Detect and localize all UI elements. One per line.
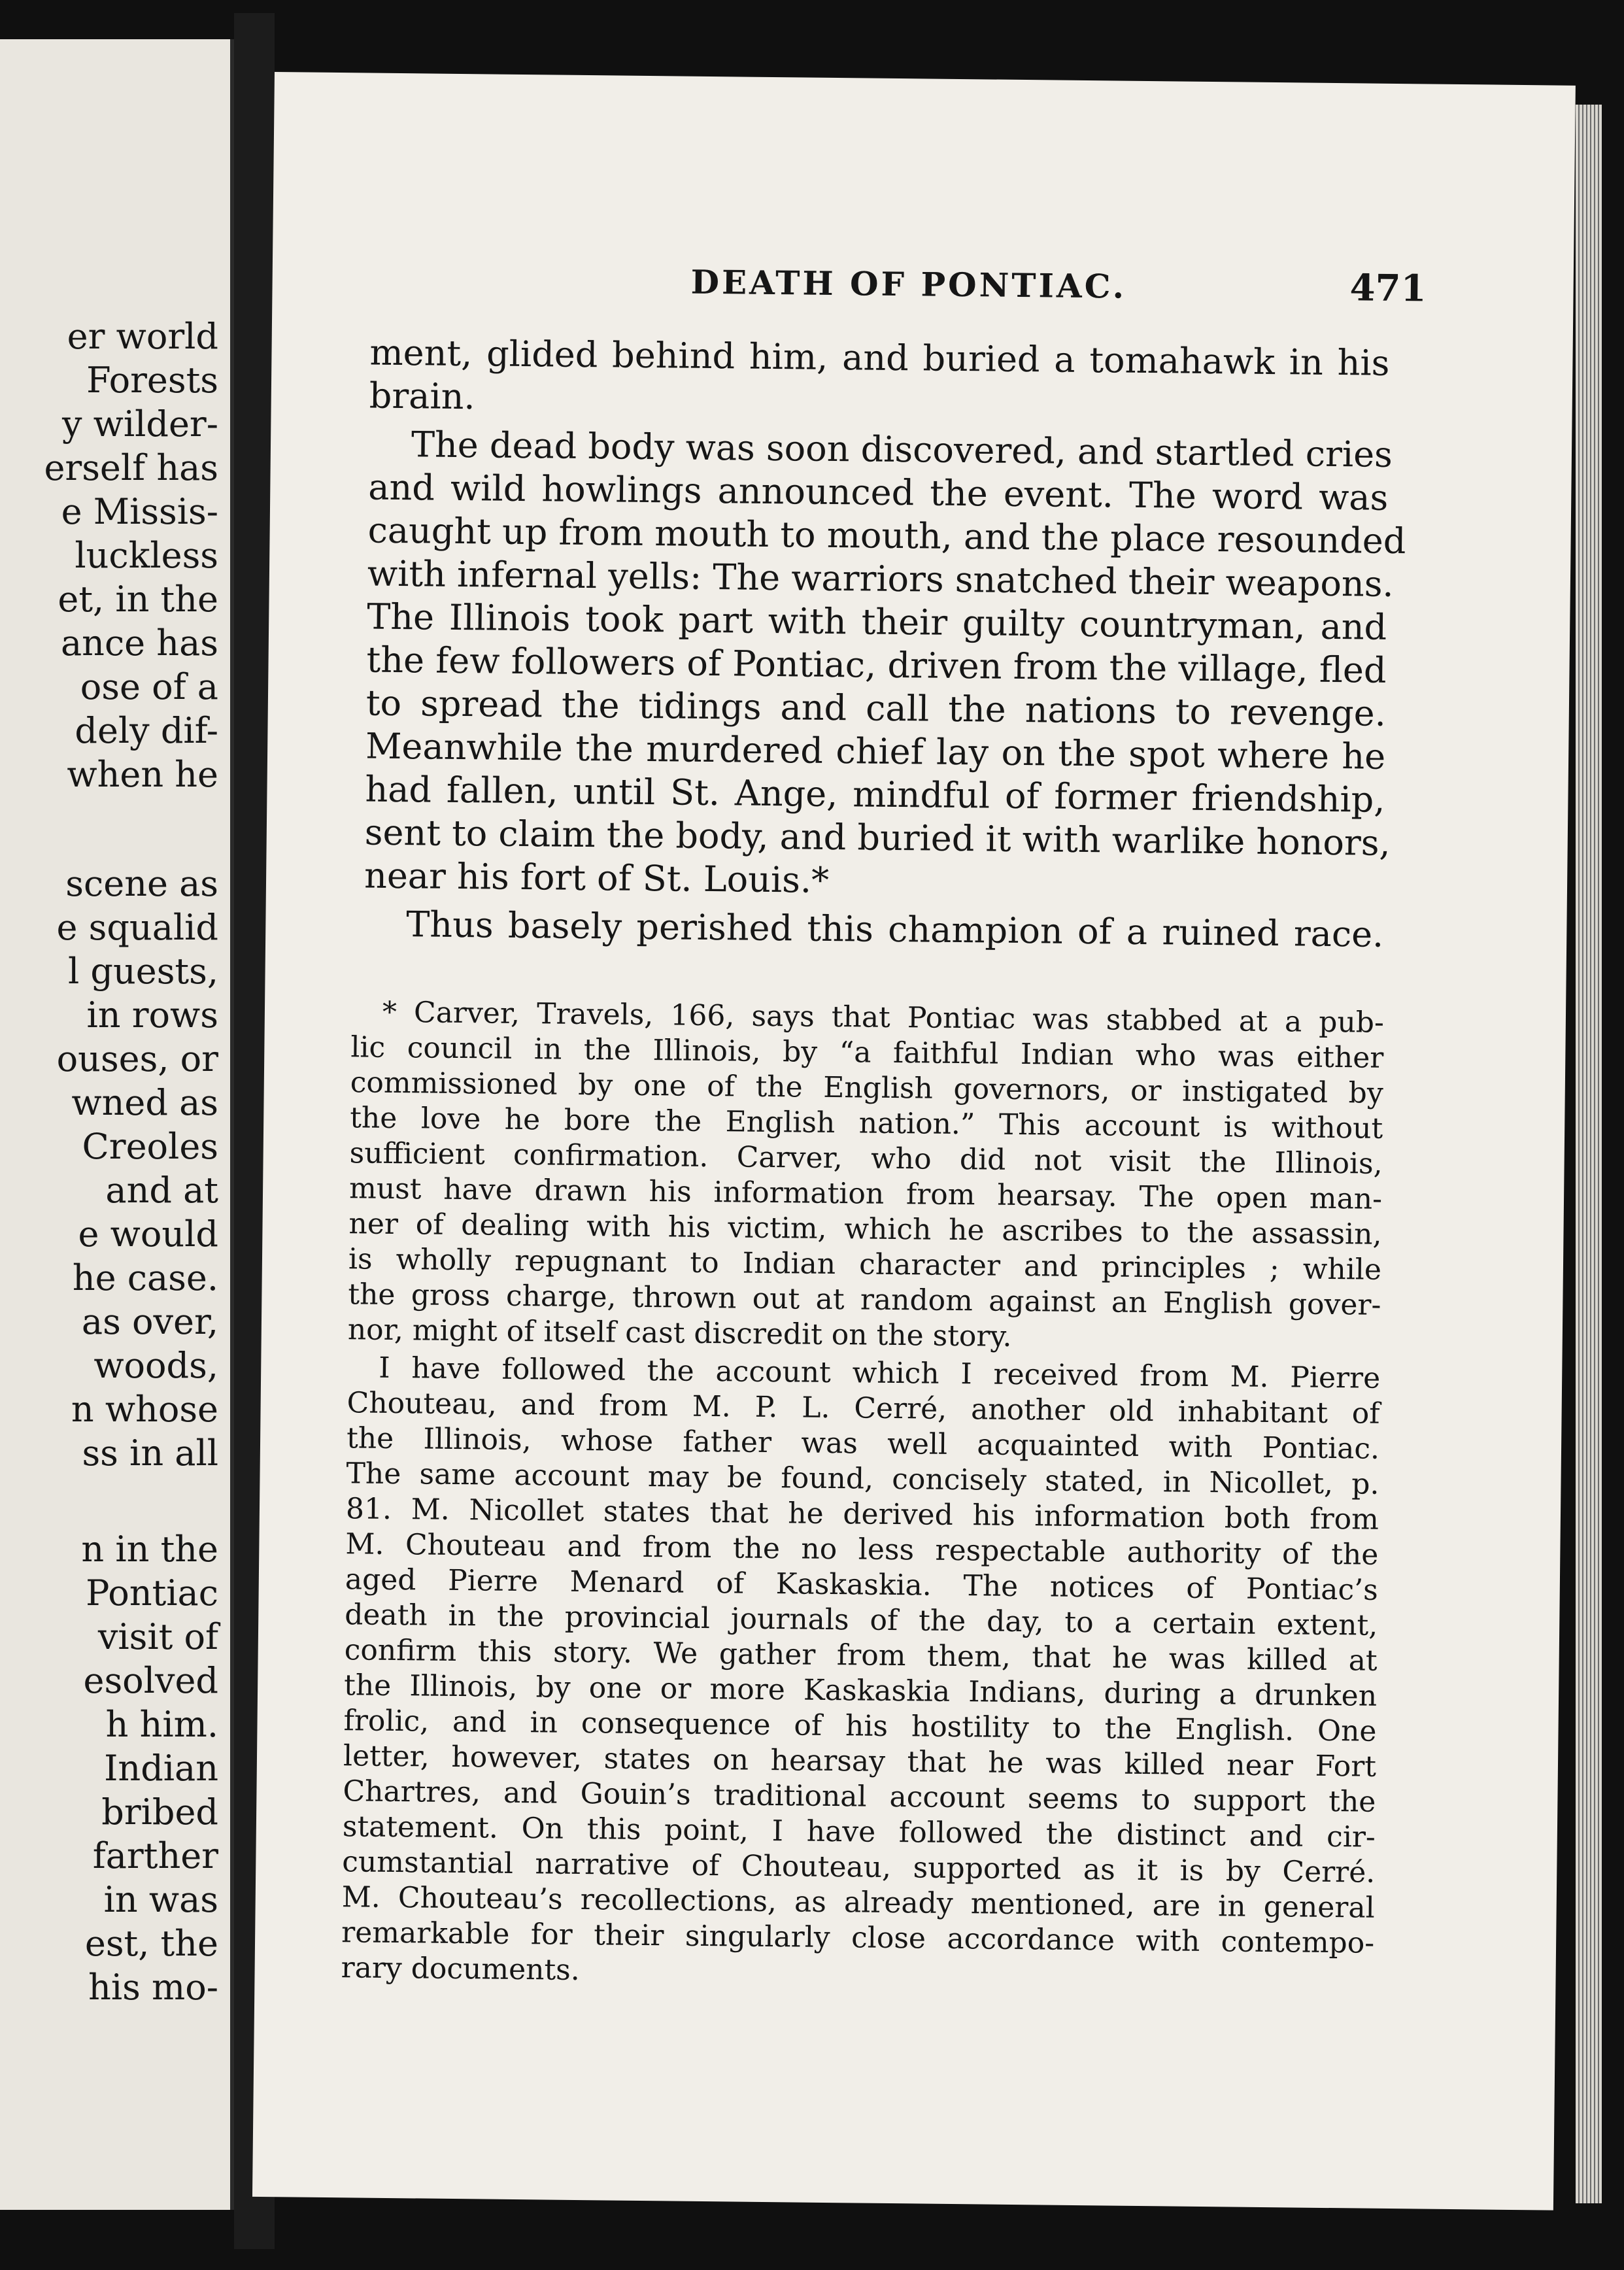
left-page-line: in rows bbox=[86, 994, 218, 1036]
left-page-line: Forests bbox=[86, 360, 218, 401]
body-line: brain. bbox=[369, 375, 475, 418]
body-line: and wild howlings announced the event. The word was bbox=[368, 466, 1389, 518]
left-page-line: woods, bbox=[93, 1345, 218, 1386]
left-page-line: est, the bbox=[84, 1923, 218, 1964]
footnote-line: The same account may be found, concisely stated, in Nicollet, p. bbox=[346, 1457, 1379, 1501]
left-page-line: e Missis- bbox=[61, 491, 218, 532]
left-page-line: esolved bbox=[83, 1660, 218, 1701]
footnote-line: the gross charge, thrown out at random against an English gover- bbox=[348, 1278, 1381, 1322]
footnote-line: remarkable for their singularly close accordance with contempo- bbox=[341, 1916, 1375, 1960]
left-page-line: and at bbox=[105, 1170, 218, 1211]
page-number: 471 bbox=[1349, 266, 1427, 311]
left-page-line: in was bbox=[103, 1879, 218, 1920]
left-page-line: n whose bbox=[71, 1389, 218, 1430]
left-page-line: his mo- bbox=[88, 1967, 218, 2008]
body-line: with infernal yells: The warriors snatched their weapons. bbox=[367, 552, 1394, 605]
left-page-line: dely dif- bbox=[75, 710, 218, 751]
left-page-line: Indian bbox=[104, 1748, 218, 1789]
body-line: caught up from mouth to mouth, and the place resounded bbox=[367, 509, 1406, 562]
left-page-line: ance has bbox=[60, 622, 218, 664]
left-page-line: n in the bbox=[81, 1529, 218, 1570]
body-line: Thus basely perished this champion of a ruined race. bbox=[406, 904, 1384, 955]
body-line: the few followers of Pontiac, driven from the village, fled bbox=[366, 639, 1387, 691]
footnote-line: frolic, and in consequence of his hostility to the English. One bbox=[343, 1704, 1377, 1748]
body-line: Meanwhile the murdered chief lay on the spot where he bbox=[365, 725, 1386, 777]
footnote-line: ner of dealing with his victim, which he ascribes to the assassin, bbox=[348, 1207, 1382, 1251]
body-line: sent to claim the body, and buried it with warlike honors, bbox=[364, 811, 1391, 864]
footnote-line: statement. On this point, I have followed the distinct and cir- bbox=[342, 1810, 1376, 1854]
left-page-line: ss in all bbox=[82, 1432, 218, 1474]
body-line: to spread the tidings and call the nations to revenge. bbox=[365, 682, 1387, 734]
footnote-line: is wholly repugnant to Indian character and principles ; while bbox=[348, 1242, 1382, 1287]
body-line: had fallen, until St. Ange, mindful of former friendship, bbox=[365, 768, 1385, 821]
footnote-line: confirm this story. We gather from them, that he was killed at bbox=[344, 1633, 1378, 1678]
footnote-line: sufficient confirmation. Carver, who did not visit the Illinois, bbox=[349, 1136, 1383, 1181]
page-edge bbox=[1576, 105, 1602, 2203]
footnote-line: Chartres, and Gouin’s traditional account seems to support the bbox=[343, 1774, 1376, 1819]
left-page-line: e would bbox=[78, 1213, 218, 1255]
footnote-line: rary documents. bbox=[341, 1951, 581, 1988]
left-page-line: scene as bbox=[65, 863, 218, 904]
footnote-line: lic council in the Illinois, by “a faithful Indian who was either bbox=[350, 1030, 1384, 1075]
footnote-line: cumstantial narrative of Chouteau, supported as it is by Cerré. bbox=[342, 1845, 1376, 1889]
footnote-line: the love he bore the English nation.” This account is without bbox=[349, 1101, 1383, 1145]
left-page-line: et, in the bbox=[58, 579, 218, 620]
footnote-line: the Illinois, whose father was well acquainted with Pontiac. bbox=[346, 1421, 1380, 1466]
body-line: ment, glided behind him, and buried a tomahawk in his bbox=[369, 331, 1390, 384]
footnote-line: M. Chouteau and from the no less respectable authority of the bbox=[345, 1527, 1379, 1572]
body-line: The dead body was soon discovered, and startled cries bbox=[411, 424, 1393, 475]
left-page-line: he case. bbox=[72, 1257, 218, 1298]
left-page bbox=[0, 39, 234, 2210]
footnote-line: nor, might of itself cast discredit on the story. bbox=[347, 1313, 1012, 1353]
footnote-line: the Illinois, by one or more Kaskaskia Indians, during a drunken bbox=[343, 1669, 1378, 1713]
footnote-line: M. Chouteau’s recollections, as already mentioned, are in general bbox=[341, 1880, 1375, 1925]
left-page-line: ose of a bbox=[80, 666, 218, 707]
left-page-line: l guests, bbox=[67, 951, 218, 992]
footnote-line: 81. M. Nicollet states that he derived his information both from bbox=[345, 1492, 1379, 1536]
left-page-line: wned as bbox=[71, 1082, 218, 1123]
right-page bbox=[252, 72, 1576, 2211]
footnote-line: must have drawn his information from hearsay. The open man- bbox=[348, 1172, 1383, 1216]
footnote-line: * Carver, Travels, 166, says that Pontiac was stabbed at a pub- bbox=[382, 995, 1385, 1040]
left-page-line: y wilder- bbox=[61, 403, 218, 445]
footnote-line: commissioned by one of the English governors, or instigated by bbox=[350, 1066, 1383, 1110]
left-page-line: Pontiac bbox=[86, 1572, 218, 1614]
footnote-line: death in the provincial journals of the day, to a certain extent, bbox=[345, 1598, 1378, 1642]
left-page-line: luckless bbox=[75, 535, 218, 576]
left-page-line: h him. bbox=[105, 1704, 218, 1745]
left-page-line: visit of bbox=[97, 1616, 218, 1657]
left-page-line: e squalid bbox=[56, 907, 218, 948]
body-line: near his fort of St. Louis.* bbox=[364, 855, 830, 901]
footnote-line: aged Pierre Menard of Kaskaskia. The notices of Pontiac’s bbox=[345, 1563, 1379, 1607]
left-page-line: er world bbox=[67, 316, 218, 357]
footnote-line: letter, however, states on hearsay that he was killed near Fort bbox=[343, 1739, 1377, 1784]
left-page-line: Creoles bbox=[82, 1126, 218, 1167]
left-page-line: when he bbox=[67, 754, 218, 795]
running-head: DEATH OF PONTIAC. bbox=[690, 262, 1127, 306]
left-page-line: bribed bbox=[101, 1791, 218, 1833]
left-page-line: erself has bbox=[44, 447, 218, 488]
left-page-line: farther bbox=[92, 1835, 218, 1876]
body-line: The Illinois took part with their guilty countryman, and bbox=[366, 596, 1387, 648]
footnote-line: Chouteau, and from M. P. L. Cerré, another old inhabitant of bbox=[347, 1386, 1380, 1431]
footnote-line: I have followed the account which I received from M. Pierre bbox=[378, 1351, 1381, 1395]
left-page-line: as over, bbox=[81, 1301, 218, 1342]
left-page-line: ouses, or bbox=[56, 1038, 218, 1079]
